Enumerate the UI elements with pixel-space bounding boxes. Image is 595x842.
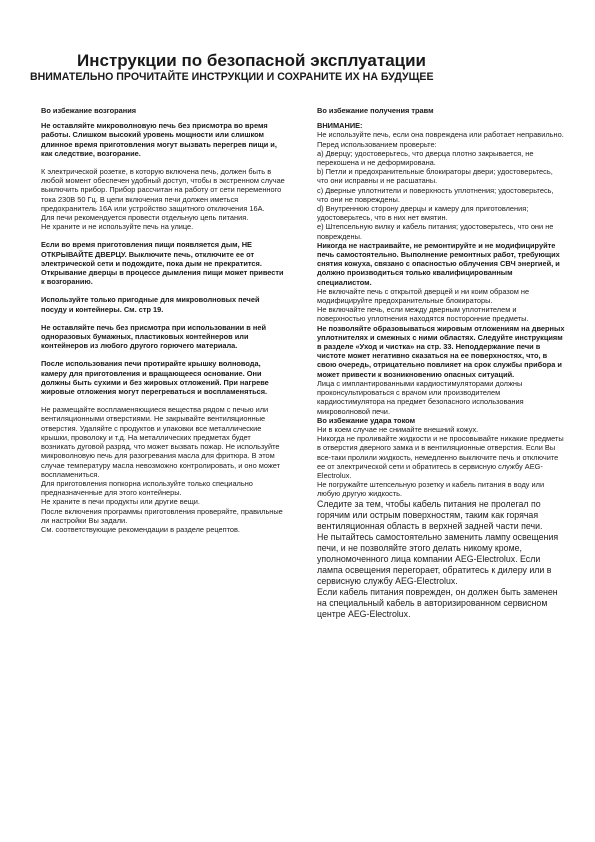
section-heading-injury: Во избежание получения травм <box>317 106 434 115</box>
pacemaker-note: Лица с имплантированными кардиостимуляторами должны проконсультироваться с врачом или производителем кардиостимулятора на предмет безопасного использования микроволновой печи. <box>317 378 524 416</box>
housing-note: Ни в коем случае не снимайте внешний кожух. <box>317 424 479 434</box>
page-title: Инструкции по безопасной эксплуатации <box>77 51 426 70</box>
settings-check-note: После включения программы приготовления проверяйте, правильные ли настройки Вы задали. <box>41 506 283 525</box>
section-heading-fire: Во избежание возгорания <box>41 106 137 115</box>
power-supply-paragraph: К электрической розетке, в которую включена печь, должен быть в любой момент обеспечен удобный доступ, чтобы в экстренном случае выключить прибор. Прибор рассчитан на работу от сети переменного тока 230В 50 Гц. В цепи включения печи должен иметься предохранитель 16А или устройство защитного отключения 16А. <box>41 167 285 213</box>
open-door-note: Не включайте печь с открытой дверцей и ни коим образом не модифицируйте предохранительные блокираторы. <box>317 286 530 306</box>
fire-warning-paragraph: Не оставляйте микроволновую печь без присмотра во время работы. Слишком высокий уровень мощности или слишком длинное время приготовления могут вызвать перегрев пищи и, как следствие, возгорание. <box>41 121 277 158</box>
check-item-door: a) Дверцу; удостоверьтесь, что дверца плотно закрывается, не перекошена и не деформирована. <box>317 148 534 168</box>
foreign-objects-note: Не включайте печь, если между дверным уплотнителем и поверхностью уплотнения находятся посторонние предметы. <box>317 305 529 324</box>
cookware-paragraph: Используйте только пригодные для микроволновых печей посуду и контейнеры. См. стр 19. <box>41 295 260 314</box>
lamp-replacement-note: Не пытайтесь самостоятельно заменить лампу освещения печи, и не позволяйте этого делать никому кроме, уполномоченного лица компании AEG-Electrolux. Если лампа освещения перегорает, обратитесь к дилеру или в сервисную службу AEG-Electrolux. <box>317 531 559 586</box>
smoke-warning-paragraph: Если во время приготовления пищи появляется дым, НЕ ОТКРЫВАЙТЕ ДВЕРЦУ. Выключите печь, отключите ее от электрической сети и подождите, пока дым не прекратится. Открывание дверцы в процессе дымления пищи может привести к возгоранию. <box>41 240 284 287</box>
section-heading-shock: Во избежание удара током <box>317 415 416 425</box>
cleaning-paragraph: После использования печи протирайте крышку волновода, камеру для приготовления и вращающееся основание. Они должны быть сухими и без жировых отложений. При нагреве жировые отложения могут перегреваться и воспламеняться. <box>41 359 269 397</box>
check-item-hinges: b) Петли и предохранительные блокираторы двери; удостоверьтесь, что они исправны и не расшатаны. <box>317 167 553 186</box>
popcorn-note: Для приготовления попкорна используйте только специально предназначенные для этого контейнеры. <box>41 478 253 498</box>
liquids-note: Никогда не проливайте жидкости и не просовывайте никакие предметы в отверстия дверного замка и в вентиляционные отверстия. Если Вы все-таки пролили жидкость, немедленно выключите печь и отключите ее от электрической сети и обратитесь в сервисную службу AEG-Electrolux. <box>317 434 564 480</box>
recipes-note: См. соответствующие рекомендации в разделе рецептов. <box>41 524 240 534</box>
cable-replacement-note: Если кабель питания поврежден, он должен быть заменен на специальный кабель в авторизированном сервисном центре AEG-Electrolux. <box>317 586 558 619</box>
outdoor-note: Не храните и не используйте печь на улице. <box>41 222 194 232</box>
no-repair-paragraph: Никогда не настраивайте, не ремонтируйте и не модифицируйте печь самостоятельно. Выполнение ремонтных работ, требующих снятия кожуха, связано с опасностью облучения СВЧ энергией, и должно производиться только квалифицированным специалистом. <box>317 240 560 287</box>
warning-label: ВНИМАНИЕ: <box>317 121 363 131</box>
check-item-cavity: d) Внутреннюю сторону дверцы и камеру для приготовления; удостоверьтесь, что в них нет вмятин. <box>317 204 529 223</box>
immersion-note: Не погружайте штепсельную розетку и кабель питания в воду или любую другую жидкость. <box>317 480 545 499</box>
check-item-seals: c) Дверные уплотнители и поверхность уплотнения; удостоверьтесь, что они не повреждены. <box>317 185 554 204</box>
right-column <box>317 106 565 620</box>
disposable-containers-paragraph: Не оставляйте печь без присмотра при использовании в ней одноразовых бумажных, пластиковых контейнеров или контейнеров из любого другого горючего материала. <box>41 322 266 351</box>
grease-paragraph: Не позволяйте образовываться жировым отложениям на дверных уплотнителях и смежных с ними областях. Следуйте инструкциям в разделе «Уход и чистка» на стр. 33. Неподдержание печи в чистоте может негативно сказаться на ее поверхностях, что, в свою очередь, отрицательно повлияет на срок службы прибора и может привести к возникновению опасных ситуаций. <box>317 323 565 379</box>
page-subtitle: ВНИМАТЕЛЬНО ПРОЧИТАЙТЕ ИНСТРУКЦИИ И СОХРАНИТЕ ИХ НА БУДУЩЕЕ <box>30 71 434 83</box>
left-column <box>41 106 285 534</box>
separate-circuit-note: Для печи рекомендуется провести отдельную цепь питания. <box>41 213 249 223</box>
storage-note: Не храните в печи продукты или другие вещи. <box>41 497 200 507</box>
check-item-cable: e) Штепсельную вилку и кабель питания; удостоверьтесь, что они не повреждены. <box>317 222 554 241</box>
flammables-paragraph: Не размещайте воспламеняющиеся вещества рядом с печью или вентиляционными отверстиями. Не закрывайте вентиляционные отверстия. Удаляйте с продуктов и упаковки все металлические крышки, проволоку и т.д. На металлических предметах будет возникать дуговой разряд, что может вызвать пожар. Не используйте микроволновую печь для разогревания масла для фритюра. В этом случае температуру масла невозможно контролировать, и оно может воспламениться. <box>41 405 281 479</box>
damage-check-intro: Не используйте печь, если она повреждена или работает неправильно. Перед использованием проверьте: <box>317 130 564 149</box>
cable-routing-note: Следите за тем, чтобы кабель питания не пролегал по горячим или острым поверхностям, таким как горячая вентиляционная область в верхней задней части печи. <box>317 498 543 531</box>
